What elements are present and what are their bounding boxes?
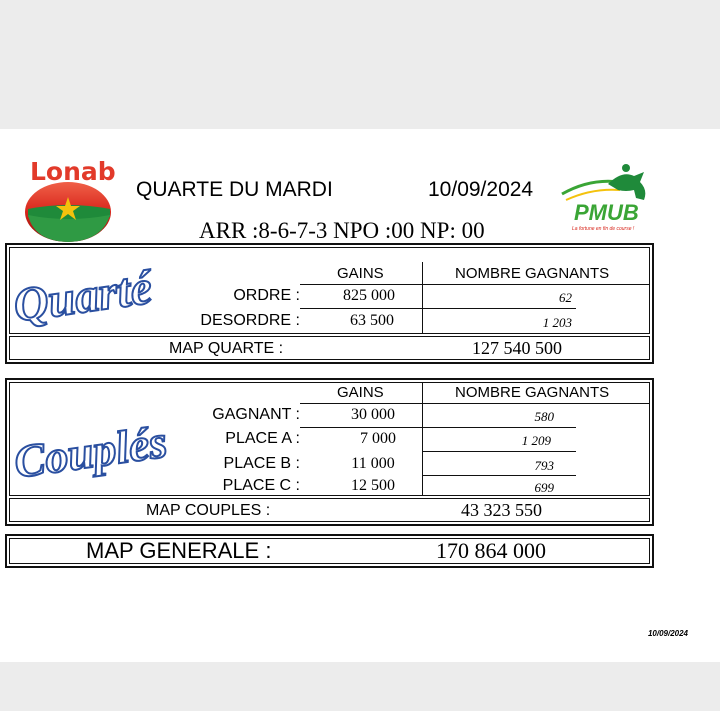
header-date: 10/09/2024: [428, 178, 534, 201]
title-mask: [368, 172, 408, 208]
couples-row-label: PLACE A :: [225, 430, 300, 447]
quarte-row-gain: 63 500: [350, 312, 394, 329]
couples-badge: [10, 404, 171, 490]
couples-row-rule: [300, 427, 576, 428]
general-map-label: MAP GENERALE :: [86, 538, 272, 563]
quarte-header-rule: [300, 284, 650, 285]
quarte-col-gains: GAINS: [337, 265, 384, 282]
lonab-logo: [22, 157, 114, 245]
couples-map-panel: [9, 498, 650, 522]
couples-col-winners: NOMBRE GAGNANTS: [455, 384, 610, 401]
couples-row-winners: 793: [534, 458, 554, 473]
quarte-map-value: 127 540 500: [472, 338, 562, 358]
couples-row-gain: 30 000: [351, 406, 395, 423]
couples-row-label: GAGNANT :: [212, 406, 300, 423]
couples-row-label: PLACE B :: [223, 455, 300, 472]
quarte-row-label: ORDRE :: [233, 287, 300, 304]
couples-badge-text: Couplés: [11, 415, 171, 488]
couples-map-label: MAP COUPLES :: [146, 502, 271, 519]
couples-row-label: PLACE C :: [222, 477, 300, 494]
footer-date: 10/09/2024: [647, 629, 688, 638]
couples-row-gain: 12 500: [351, 477, 395, 494]
pmub-logo: [560, 160, 656, 238]
couples-row-winners: 1 209: [521, 433, 551, 448]
couples-row-gain: 7 000: [360, 430, 396, 447]
couples-map-value: 43 323 550: [461, 500, 542, 520]
couples-row-rule: [422, 451, 576, 452]
quarte-row-winners: 1 203: [542, 315, 572, 330]
couples-row-rule: [422, 475, 576, 476]
page-title: QUARTE DU MARDI: [136, 178, 333, 201]
arrival-line: ARR :8-6-7-3 NPO :00 NP: 00: [199, 218, 485, 243]
couples-row-gain: 11 000: [351, 455, 395, 472]
quarte-row-rule: [300, 308, 576, 309]
quarte-row-winners: 62: [559, 290, 572, 305]
general-map-value: 170 864 000: [436, 538, 546, 563]
couples-col-gains: GAINS: [337, 384, 384, 401]
quarte-badge-text: Quarté: [10, 260, 156, 333]
lonab-logo-text: Lonab: [30, 157, 116, 186]
couples-header-rule: [300, 403, 650, 404]
quarte-col-winners: NOMBRE GAGNANTS: [455, 265, 610, 282]
couples-row-winners: 699: [534, 480, 554, 495]
quarte-row-gain: 825 000: [343, 287, 395, 304]
quarte-row-rule: [422, 333, 576, 334]
pmub-logo-text: PMUB: [574, 200, 639, 225]
quarte-map-label: MAP QUARTE :: [169, 340, 284, 357]
quarte-row-label: DESORDRE :: [200, 312, 300, 329]
quarte-badge: [10, 252, 156, 333]
pmub-tagline: La fortune en fin de course !: [572, 226, 635, 232]
couples-row-winners: 580: [534, 409, 554, 424]
